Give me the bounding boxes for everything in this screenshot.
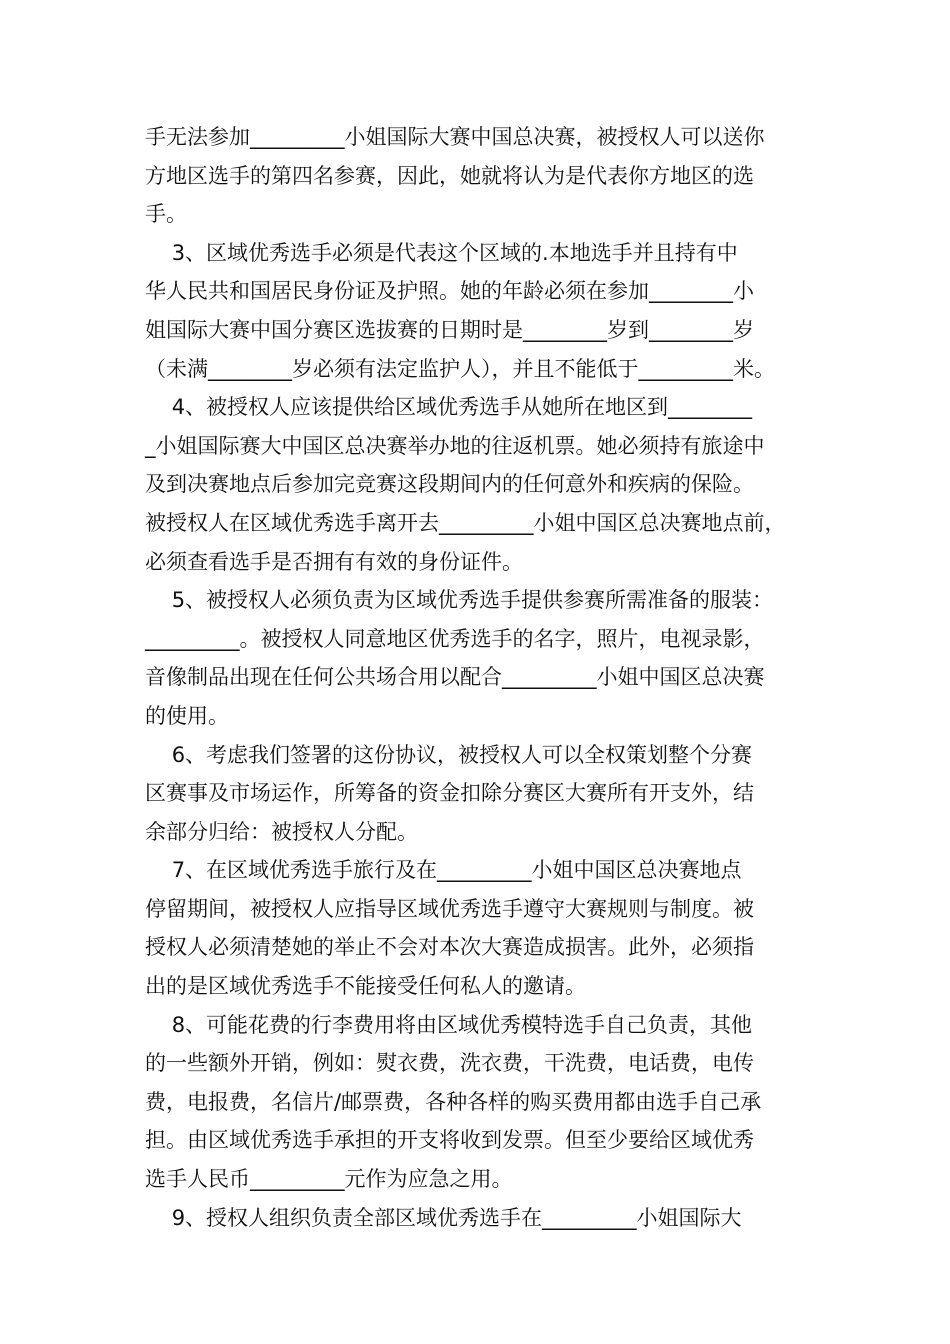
text-line: 5、被授权人必须负责为区域优秀选手提供参赛所需准备的服装： (145, 588, 774, 613)
text-line: 华人民共和国居民身份证及护照。她的年龄必须在参加________小 (145, 279, 754, 304)
text-line: 方地区选手的第四名参赛，因此，她就将认为是代表你方地区的选 (145, 163, 754, 188)
text-line: 及到决赛地点后参加完竞赛这段期间内的任何意外和疾病的保险。 (145, 472, 754, 497)
text-line: _________。被授权人同意地区优秀选手的名字，照片，电视录影， (145, 626, 765, 651)
text-line: 的使用。 (145, 703, 229, 728)
text-line: 7、在区域优秀选手旅行及在_________小姐中国区总决赛地点 (145, 858, 742, 883)
text-line: 9、授权人组织负责全部区域优秀选手在_________小姐国际大 (145, 1205, 742, 1230)
text-line: 选手人民币_________元作为应急之用。 (145, 1167, 513, 1192)
text-line: 姐国际大赛中国分赛区选拔赛的日期时是________岁到________岁 (145, 317, 754, 342)
text-line: 余部分归给：被授权人分配。 (145, 819, 418, 844)
text-line: 担。由区域优秀选手承担的开支将收到发票。但至少要给区域优秀 (145, 1128, 754, 1153)
text-line: 费，电报费，名信片/邮票费，各种各样的购买费用都由选手自己承 (145, 1089, 762, 1114)
text-line: 手无法参加_________小姐国际大赛中国总决赛，被授权人可以送你 (145, 125, 765, 149)
text-line: 的一些额外开销，例如：熨衣费，洗衣费，干洗费，电话费，电传 (145, 1051, 754, 1076)
text-line: 授权人必须清楚她的举止不会对本次大赛造成损害。此外，必须指 (145, 935, 754, 960)
text-line: 必须查看选手是否拥有有效的身份证件。 (145, 549, 523, 574)
text-line: 区赛事及市场运作，所筹备的资金扣除分赛区大赛所有开支外，结 (145, 781, 754, 806)
text-line: 8、可能花费的行李费用将由区域优秀模特选手自己负责，其他 (145, 1012, 753, 1037)
text-line: 停留期间，被授权人应指导区域优秀选手遵守大赛规则与制度。被 (145, 896, 754, 921)
document-body (145, 118, 813, 1237)
text-line: 音像制品出现在任何公共场合用以配合_________小姐中国区总决赛 (145, 665, 765, 690)
text-line: 出的是区域优秀选手不能接受任何私人的邀请。 (145, 974, 586, 999)
text-line: _小姐国际赛大中国区总决赛举办地的往返机票。她必须持有旅途中 (145, 433, 765, 458)
text-line: 被授权人在区域优秀选手离开去_________小姐中国区总决赛地点前， (145, 510, 786, 535)
text-line: 4、被授权人应该提供给区域优秀选手从她所在地区到________ (145, 395, 753, 420)
text-line: （未满________岁必须有法定监护人），并且不能低于_________米。 (145, 356, 775, 381)
text-line: 手。 (145, 202, 187, 227)
text-line: 3、区域优秀选手必须是代表这个区域的.本地选手并且持有中 (145, 240, 738, 265)
text-line: 6、考虑我们签署的这份协议，被授权人可以全权策划整个分赛 (145, 742, 753, 767)
